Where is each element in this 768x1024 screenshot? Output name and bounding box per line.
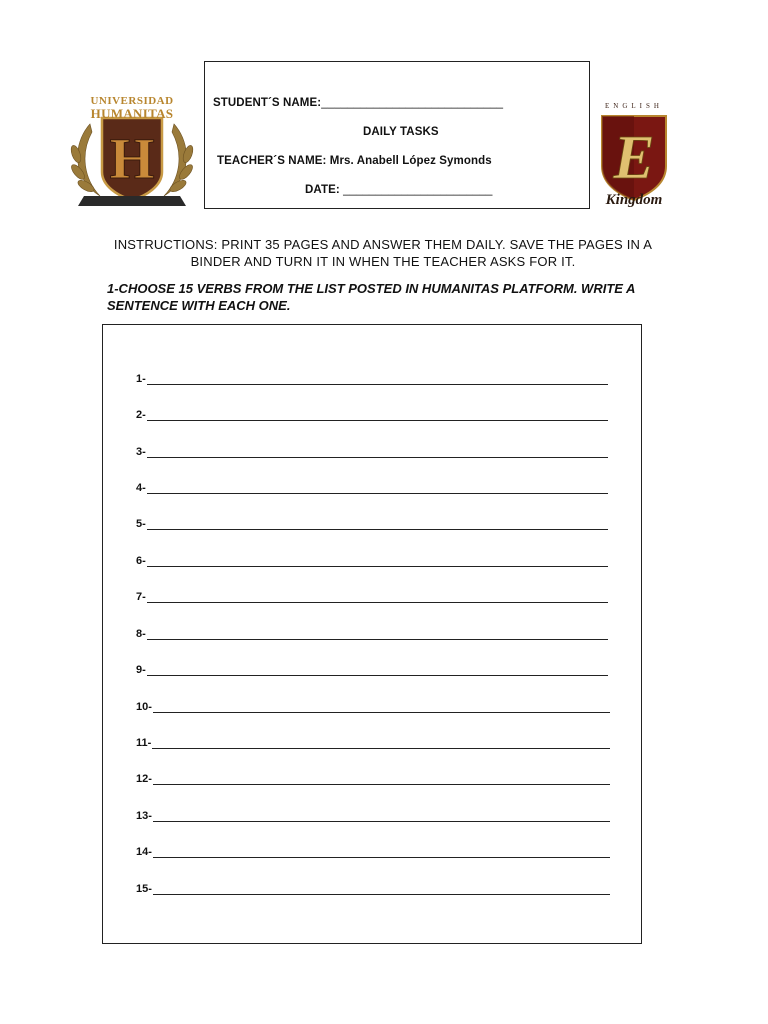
teacher-name-line [217,155,492,167]
answer-line[interactable] [136,879,610,895]
teacher-name-label: TEACHER´S NAME: [217,155,327,167]
answer-number: 11- [136,737,152,749]
answer-line[interactable] [136,587,608,603]
student-name-line [213,97,503,109]
answer-rule[interactable] [153,701,610,713]
date-line [305,184,492,196]
page-title: DAILY TASKS [363,126,439,138]
answer-number: 14- [136,846,152,858]
teacher-name-value: Mrs. Anabell López Symonds [329,155,492,167]
answer-number: 13- [136,810,152,822]
answer-rule[interactable] [153,883,610,895]
answer-line[interactable] [136,551,608,567]
answer-line[interactable] [136,806,610,822]
answer-number: 10- [136,701,152,713]
answer-rule[interactable] [147,409,608,421]
answer-line[interactable] [136,514,608,530]
answer-rule[interactable] [147,446,608,458]
answer-number: 12- [136,773,152,785]
date-label: DATE: [305,184,340,196]
answer-line[interactable] [136,478,608,494]
student-name-blank[interactable]: ____________________________ [321,97,504,109]
right-logo-top-text: ENGLISH [605,102,663,110]
answer-rule[interactable] [147,664,608,676]
date-blank[interactable]: _______________________ [343,184,493,196]
task-title: 1-CHOOSE 15 VERBS FROM THE LIST POSTED IN HUMANITAS PLATFORM. WRITE A SENTENCE WITH EACH ONE. [107,281,635,313]
svg-text:H: H [109,126,155,191]
instructions-text: INSTRUCTIONS: PRINT 35 PAGES AND ANSWER THEM DAILY. SAVE THE PAGES IN A BINDER AND TURN IT IN WHEN THE TEACHER ASKS FOR IT. [113,237,653,269]
answer-number: 6- [136,555,146,567]
right-logo-word: Kingdom [605,192,663,208]
kingdom-letter: E [613,124,655,192]
answer-line[interactable] [136,624,608,640]
student-name-label: STUDENT´S NAME: [213,97,322,109]
answer-number: 8- [136,628,146,640]
answer-number: 3- [136,446,146,458]
answer-rule[interactable] [147,591,608,603]
answer-rule[interactable] [152,737,610,749]
answer-rule[interactable] [147,518,608,530]
universidad-humanitas-logo [62,84,202,216]
answer-number: 9- [136,664,146,676]
answer-number: 4- [136,482,146,494]
answer-number: 5- [136,518,146,530]
answer-number: 15- [136,883,152,895]
answer-number: 1- [136,373,146,385]
answer-rule[interactable] [147,628,608,640]
left-logo-line1: UNIVERSIDAD [90,95,174,107]
answer-line[interactable] [136,369,608,385]
answer-rule[interactable] [147,373,608,385]
answer-line[interactable] [136,405,608,421]
answer-box [102,324,642,944]
left-logo-line2: HUMANITAS [90,106,174,121]
answer-rule[interactable] [147,555,608,567]
answer-number: 2- [136,409,146,421]
answer-line[interactable] [136,842,610,858]
answer-line[interactable] [136,769,610,785]
answer-rule[interactable] [153,810,610,822]
answer-line[interactable] [136,442,608,458]
answer-rule[interactable] [153,846,610,858]
answer-rule[interactable] [147,482,608,494]
answer-rule[interactable] [153,773,610,785]
answer-line[interactable] [136,660,608,676]
answer-number: 7- [136,591,146,603]
answer-line[interactable] [136,697,610,713]
header-box [204,61,590,209]
answer-line[interactable] [136,733,610,749]
